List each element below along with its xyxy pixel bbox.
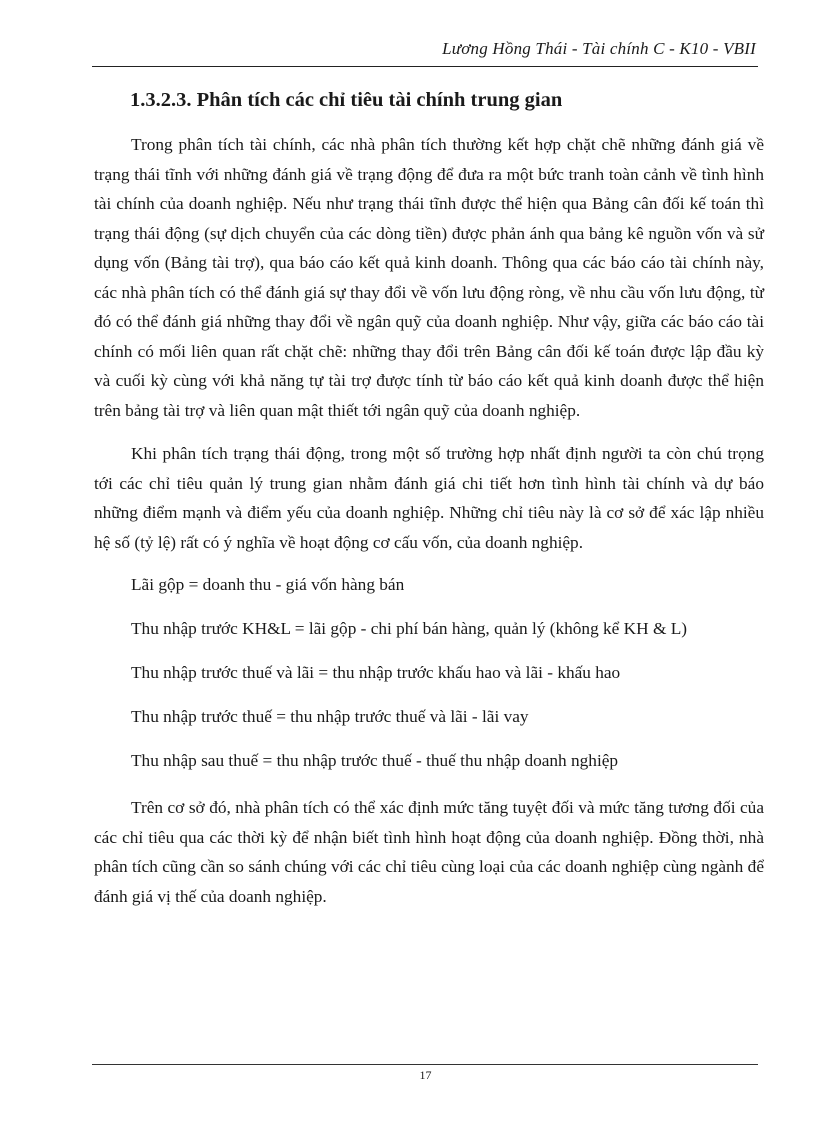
paragraph-conclusion: Trên cơ sở đó, nhà phân tích có thể xác định mức tăng tuyệt đối và mức tăng tương đối của các chỉ tiêu qua các thời kỳ để nhận biết tình hình hoạt động của doanh nghiệp. Đồng thời, nhà phân tích cũng cần so sánh chúng với các chỉ tiêu cùng loại của các doanh nghiệp cùng ngành để đánh giá vị thế của doanh nghiệp. (94, 798, 764, 906)
paragraph-dynamic-analysis: Khi phân tích trạng thái động, trong một số trường hợp nhất định người ta còn chú trọng tới các chỉ tiêu quản lý trung gian nhằm đánh giá chi tiết hơn tình hình tài chính và dự báo những điểm mạnh và điểm yếu của doanh nghiệp. Những chỉ tiêu này là cơ sở để xác lập nhiều hệ số (tỷ lệ) rất có ý nghĩa về hoạt động cơ cấu vốn, của doanh nghiệp. (94, 444, 764, 552)
formula-list (94, 573, 764, 773)
page-header (92, 36, 758, 67)
formula-gross-profit: Lãi gộp = doanh thu - giá vốn hàng bán (131, 575, 405, 594)
page-number: 17 (419, 1068, 432, 1082)
footer-divider (92, 1064, 758, 1065)
formula-ebt: Thu nhập trước thuế = thu nhập trước thuế và lãi - lãi vay (131, 707, 529, 726)
formula-ebitda: Thu nhập trước KH&L = lãi gộp - chi phí bán hàng, quản lý (không kể KH & L) (131, 619, 688, 638)
paragraph-intro: Trong phân tích tài chính, các nhà phân tích thường kết hợp chặt chẽ những đánh giá về trạng thái tĩnh với những đánh giá về trạng động để đưa ra một bức tranh toàn cảnh về tình hình tài chính của doanh nghiệp. Nếu như trạng thái tĩnh được thể hiện qua Bảng cân đối kế toán thì trạng thái động (sự dịch chuyển của các dòng tiền) được phản ánh qua bảng kê nguồn vốn và sử dụng vốn (Bảng tài trợ), qua báo cáo kết quả kinh doanh. Thông qua các báo cáo tài chính này, các nhà phân tích có thể đánh giá sự thay đổi về vốn lưu động ròng, về nhu cầu vốn lưu động, từ đó có thể đánh giá những thay đổi về ngân quỹ của doanh nghiệp. Như vậy, giữa các báo cáo tài chính có mối liên quan rất chặt chẽ: những thay đổi trên Bảng cân đối kế toán được lập đầu kỳ và cuối kỳ cùng với khả năng tự tài trợ được tính từ báo cáo kết quả kinh doanh được thể hiện trên bảng tài trợ và liên quan mật thiết tới ngân quỹ của doanh nghiệp. (94, 135, 764, 420)
formula-ebit: Thu nhập trước thuế và lãi = thu nhập trước khấu hao và lãi - khấu hao (131, 663, 621, 682)
page-body (94, 85, 764, 911)
running-title: Lương Hồng Thái - Tài chính C - K10 - VBII (442, 39, 756, 58)
formula-net-income: Thu nhập sau thuế = thu nhập trước thuế - thuế thu nhập doanh nghiệp (131, 751, 619, 770)
section-title: 1.3.2.3. Phân tích các chỉ tiêu tài chính trung gian (130, 89, 563, 111)
